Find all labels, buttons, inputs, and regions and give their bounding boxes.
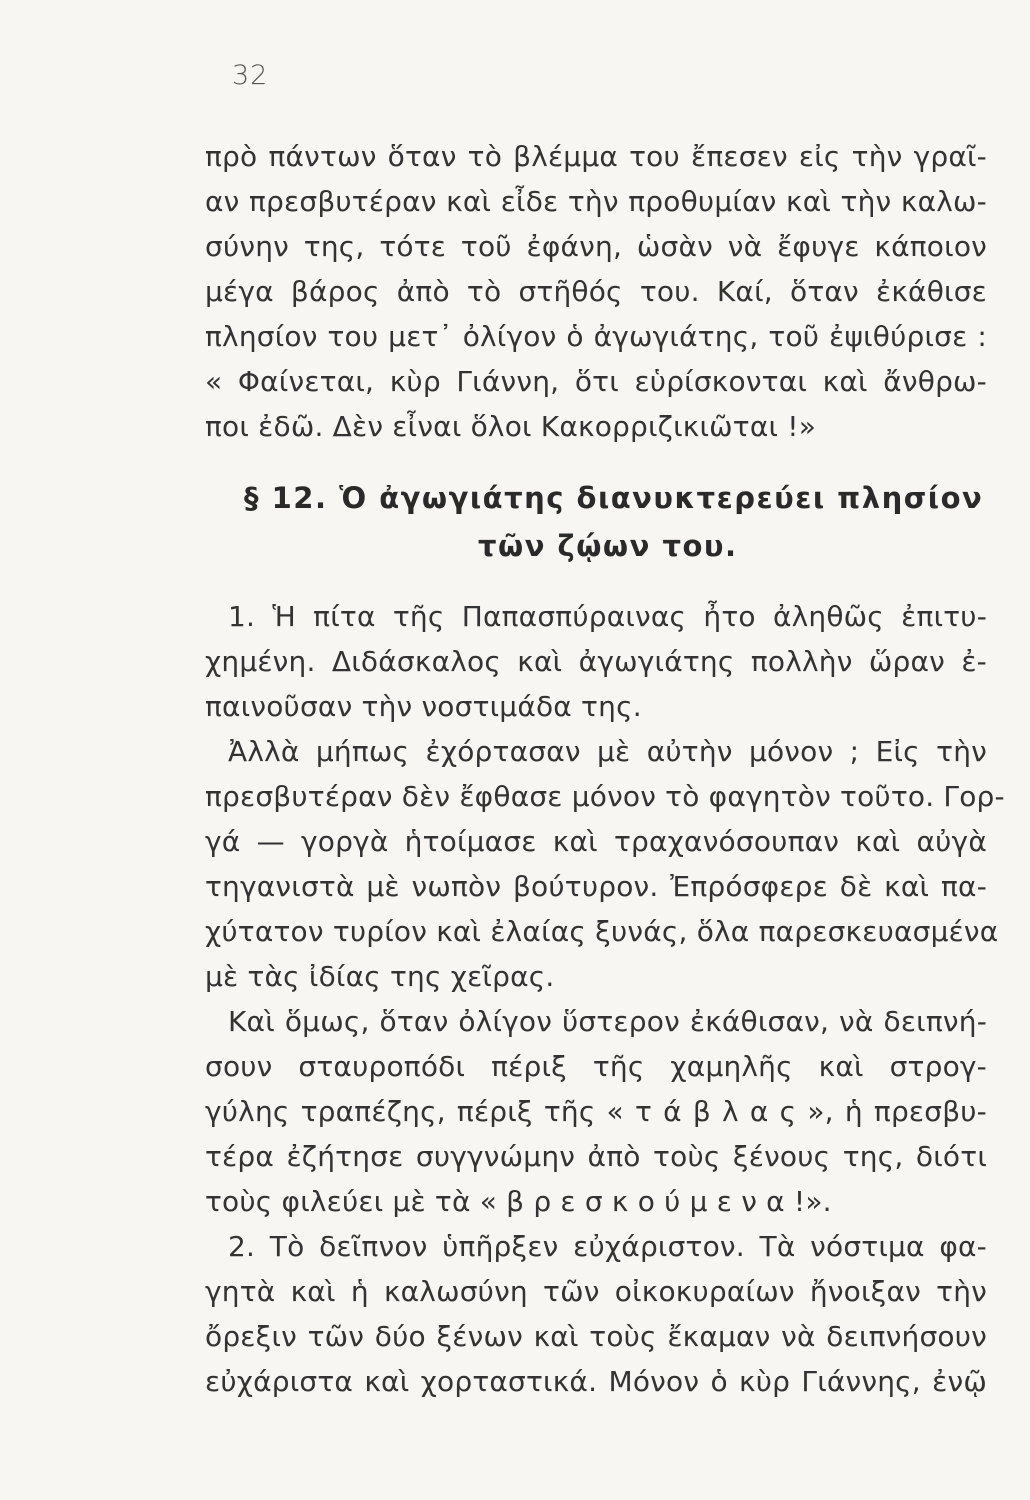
text-line: τοὺς φιλεύει μὲ τὰ « β ρ ε σ κ ο ύ μ ε ν α !».: [205, 1185, 832, 1218]
text-line: γύλης τραπέζης, πέριξ τῆς « τ ά β λ α ς », ἡ πρεσβυ-: [205, 1095, 987, 1128]
text-line: γητὰ καὶ ἡ καλωσύνη τῶν οἰκοκυραίων ἤνοιξαν τὴν: [205, 1275, 987, 1308]
text-line: πλησίον του μετ᾿ ὀλίγον ὁ ἀγωγιάτης, τοῦ ἐψιθύρισε :: [205, 320, 987, 353]
text-line: πρεσβυτέραν δὲν ἔφθασε μόνον τὸ φαγητὸν τοῦτο. Γορ-: [205, 780, 1005, 813]
text-line: αν πρεσβυτέραν καὶ εἶδε τὴν προθυμίαν καὶ τὴν καλω-: [205, 185, 987, 218]
text-line: σύνην της, τότε τοῦ ἐφάνη, ὡσὰν νὰ ἔφυγε κάποιον: [205, 230, 987, 263]
text-line: χύτατον τυρίον καὶ ἐλαίας ξυνάς, ὅλα παρεσκευασμένα: [205, 915, 999, 948]
page-number: 32: [232, 60, 269, 91]
section-heading-continued: τῶν ζῴων του.: [478, 529, 738, 563]
text-line: μὲ τὰς ἰδίας της χεῖρας.: [205, 960, 555, 993]
text-line: τέρα ἐζήτησε συγγνώμην ἀπὸ τοὺς ξένους της, διότι: [205, 1140, 987, 1173]
text-line: Καὶ ὅμως, ὅταν ὀλίγον ὕστερον ἐκάθισαν, νὰ δειπνή-: [228, 1005, 987, 1038]
text-line: ὄρεξιν τῶν δύο ξένων καὶ τοὺς ἔκαμαν νὰ δειπνήσουν: [205, 1320, 987, 1353]
text-line: μέγα βάρος ἀπὸ τὸ στῆθός του. Καί, ὅταν ἐκάθισε: [205, 275, 987, 308]
text-line: παινοῦσαν τὴν νοστιμάδα της.: [205, 690, 642, 723]
text-line: γά — γοργὰ ἡτοίμασε καὶ τραχανόσουπαν καὶ αὐγὰ: [205, 825, 987, 858]
text-line: εὐχάριστα καὶ χορταστικά. Μόνον ὁ κὺρ Γιάννης, ἐνῷ: [205, 1365, 987, 1398]
text-line: χημένη. Διδάσκαλος καὶ ἀγωγιάτης πολλὴν ὥραν ἐ-: [205, 645, 987, 678]
text-line: πρὸ πάντων ὅταν τὸ βλέμμα του ἔπεσεν εἰς τὴν γραῖ-: [205, 140, 987, 173]
text-line: ποι ἐδῶ. Δὲν εἶναι ὅλοι Κακορριζικιῶται !»: [205, 410, 817, 443]
section-heading: § 12. Ὁ ἀγωγιάτης διανυκτερεύει πλησίον: [244, 481, 984, 515]
text-line: 2. Τὸ δεῖπνον ὑπῆρξεν εὐχάριστον. Τὰ νόστιμα φα-: [228, 1230, 987, 1263]
text-line: τηγανιστὰ μὲ νωπὸν βούτυρον. Ἐπρόσφερε δὲ καὶ πα-: [205, 870, 987, 903]
text-line: σουν σταυροπόδι πέριξ τῆς χαμηλῆς καὶ στρογ-: [205, 1050, 987, 1083]
text-line: 1. Ἡ πίτα τῆς Παπασπύραινας ἦτο ἀληθῶς ἐπιτυ-: [228, 600, 987, 633]
text-line: « Φαίνεται, κὺρ Γιάννη, ὅτι εὑρίσκονται καὶ ἄνθρω-: [205, 365, 987, 398]
text-line: Ἀλλὰ μήπως ἐχόρτασαν μὲ αὐτὴν μόνον ; Εἰς τὴν: [228, 735, 987, 768]
